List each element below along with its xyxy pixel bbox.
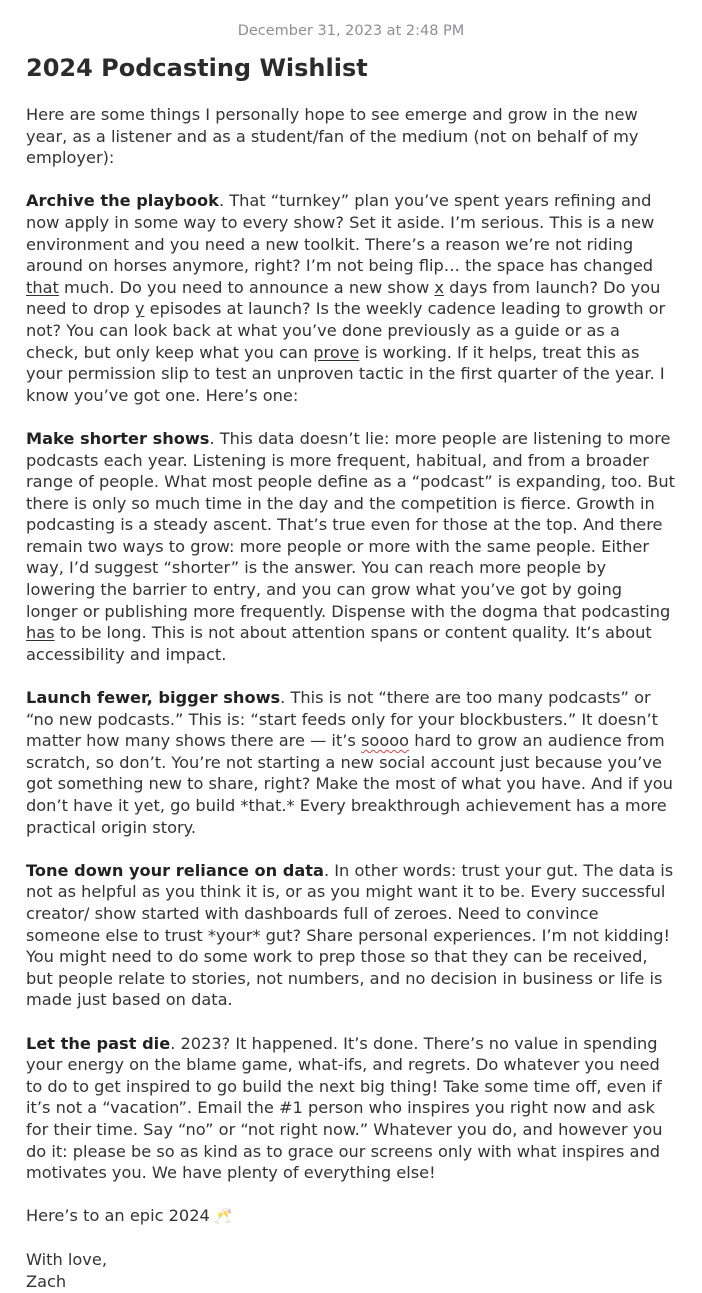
signoff-text: With love, <box>26 1250 107 1270</box>
paragraph-text: is working. If it helps, treat this as your permission slip to test an unproven tactic in the first quarter of the year. I know you’ve got one. Here’s one: <box>26 342 665 405</box>
champagne-glasses-icon: 🥂 <box>213 1207 233 1226</box>
paragraph-heading: Archive the playbook <box>26 191 219 211</box>
toast-text: Here’s to an epic 2024 <box>26 1206 210 1226</box>
paragraph-text: . That “turnkey” plan you’ve spent years refining and now apply in some way to every show? Set it aside. I’m serious. This is a new environment and you need a new toolkit. There’s a reason we’re not riding around on horses anymore, right? I’m not being flip… the space has changed <box>26 191 655 276</box>
toast-line <box>26 1205 676 1228</box>
paragraph-text: to be long. This is not about attention spans or content quality. It’s about accessibility and impact. <box>26 623 652 664</box>
underlined-word: x <box>434 277 445 297</box>
paragraph-heading: Tone down your reliance on data <box>26 860 324 880</box>
note-timestamp: December 31, 2023 at 2:48 PM <box>237 23 465 39</box>
paragraph-text: . 2023? It happened. It’s done. There’s no value in spending your energy on the blame game, what-ifs, and regrets. Do whatever you need to do to get inspired to go build the next big thing! Take some time off, even if it’s not a “vacation”. Email the #1 person who inspires you right now and ask for their time. Say “no” or “not right now.” Whatever you do, and however you do it: please be so as kind as to grace our screens only with what inspires and motivates you. We have plenty of everything else! <box>26 1033 663 1183</box>
note-body[interactable] <box>26 104 676 1293</box>
paragraph-text: . In other words: trust your gut. The data is not as helpful as you think it is, or as you might want it to be. Every successful creator/ show started with dashboards full of zeroes. Need to convince someone else to trust *your* gut? Share personal experiences. I’m not kidding! You might need to do some work to prep those so that they can be received, but people relate to stories, not numbers, and no decision in business or life is made just based on data. <box>26 860 674 1010</box>
underlined-word: y <box>134 299 145 319</box>
paragraph-text: . This is not “there are too many podcasts” or “no new podcasts.” This is: “start feeds only for your blockbusters.” It doesn’t matter how many shows there are — it’s <box>26 688 658 751</box>
signature: Zach <box>26 1272 67 1292</box>
paragraph-text: much. Do you need to announce a new show <box>58 277 435 297</box>
paragraph-text: . This data doesn’t lie: more people are listening to more podcasts each year. Listening is more frequent, habitual, and from a broader range of people. What most people define as a “podcast” is expanding, too. But there is only so much time in the day and the competition is fierce. Growth in podcasting is a steady ascent. That’s true even for those at the top. And there remain two ways to grow: more people or more with the same people. Either way, I’d suggest “shorter” is the answer. You can reach more people by lowering the barrier to entry, and you can grow what you’ve got by going longer or publishing more frequently. Dispense with the dogma that podcasting <box>26 428 676 621</box>
paragraph-launch-fewer-bigger-shows <box>26 687 676 838</box>
paragraph-heading: Launch fewer, bigger shows <box>26 688 281 708</box>
paragraph-text: episodes at launch? Is the weekly cadence leading to growth or not? You can look back at what you’ve done previously as a guide or as a check, but only keep what you can <box>26 299 666 362</box>
paragraph-make-shorter-shows <box>26 428 676 666</box>
spellcheck-flagged-word[interactable]: soooo <box>360 731 410 751</box>
paragraph-heading: Make shorter shows <box>26 428 210 448</box>
paragraph-archive-the-playbook <box>26 190 676 406</box>
paragraph-heading: Let the past die <box>26 1033 171 1053</box>
underlined-word: has <box>26 623 55 643</box>
note-title[interactable]: 2024 Podcasting Wishlist <box>26 54 368 82</box>
paragraph-let-the-past-die <box>26 1033 676 1184</box>
underlined-word: that <box>26 277 59 297</box>
paragraph-text: days from launch? Do you need to drop <box>26 277 661 319</box>
paragraph-tone-down-data <box>26 860 676 1011</box>
intro-paragraph: Here are some things I personally hope to see emerge and grow in the new year, as a listener and as a student/fan of the medium (not on behalf of my employer): <box>26 105 639 168</box>
signoff-block <box>26 1249 676 1292</box>
underlined-word: prove <box>313 342 360 362</box>
paragraph-text: hard to grow an audience from scratch, so don’t. You’re not starting a new social account just because you’ve got something new to share, right? Make the most of what you have. And if you don’t have it yet, go build *that.* Every breakthrough achievement has a more practical origin story. <box>26 731 673 837</box>
